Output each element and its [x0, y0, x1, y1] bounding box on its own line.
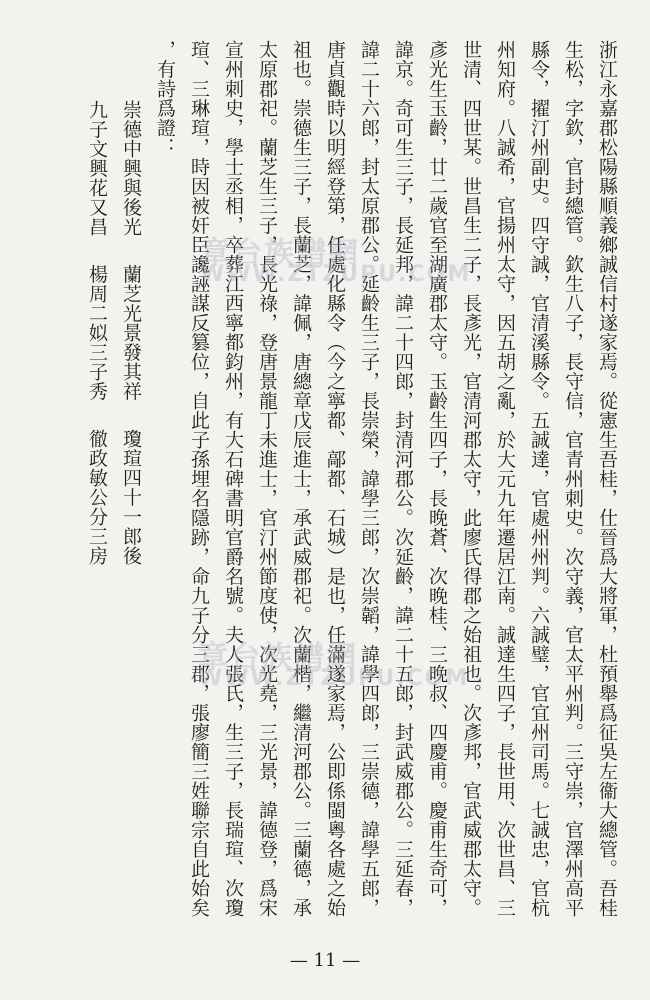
watermark-text: 章台族譜網: [198, 640, 358, 675]
text-column: 祖也。崇德生三子，長蘭芝，諱佩，唐總章戊辰進士，承武威郡祀。次蘭楷，繼清河郡公。三蘭德，承: [290, 40, 312, 918]
text-column: 諱京。奇可生三子，長延邦，諱二十四郎，封清河郡公。次延齡，諱二十五郎，封武威郡公。三延春，: [392, 40, 414, 918]
poem-verse: 蘭芝光景發其祥: [120, 264, 142, 401]
text-column: 縣令，擢汀州副史。四守誠，官清溪縣令。五誠達，官處州州判。六誠璧，官宜州司馬。七誠忠，官杭: [528, 40, 550, 918]
text-column: 宣州刺史，學士丞相，卒葬江西寧都鈞州，有大石碑書明官爵名號。夫人張氏，生三子，長瑞瑄、次瓊: [222, 40, 244, 918]
poem-verse: 徹政敏公分三房: [86, 429, 108, 566]
text-column: 浙江永嘉郡松陽縣順義鄉誠信村遂家焉。從憲生吾桂，仕晉爲大將軍，杜預舉爲征吳左衞大總管。吾桂: [596, 40, 618, 918]
poem-line-2: [80, 40, 114, 940]
text-column: 生松，字欽，官封總管。欽生八子，長守信，官青州刺史。次守義，官太平州判。三守崇，官澤州高平: [562, 40, 584, 918]
poem-line-1: [114, 40, 148, 940]
watermark-url: WWW.ZTZUPU.COM: [200, 262, 472, 287]
text-column: 唐貞觀時以明經登第，任處化縣令（今之寧都、鄗都、石城）是也，任滿遂家焉，公即係閩粵各處之始: [324, 40, 346, 918]
text-column: 州知府。八誠希，官揚州太守，因五胡之亂，於大元九年遷居江南。誠達生四子，長世用、次世昌、三: [494, 40, 516, 918]
text-column: 瑄、三琳瑄，時因被奸臣讒誣謀反篡位，自此子孫埋名隱跡，命九子分三郡，張廖簡三姓聯宗自此始矣: [188, 40, 210, 918]
text-column: 世清、四世某。世昌生二子，長彥光，官清河郡太守，此廖氏得郡之始祖也。次彥邦，官武威郡太守。: [460, 40, 482, 918]
text-column: ，有詩爲證：: [154, 40, 176, 157]
watermark-text: 章台族譜網: [200, 236, 360, 271]
poem-verse: 九子文興花又昌: [86, 100, 108, 237]
text-column: 諱二十六郎，封太原郡公。延齡生三子，長崇榮，諱學三郎，次崇韜，諱學四郎，三崇德，諱學五郎，: [358, 40, 380, 918]
genealogy-text: [80, 40, 624, 940]
text-column: 彥光生玉齡，廿二歲官至湖廣郡太守。玉齡生四子，長晚蒼、次晚桂、三晚叔、四慶甫。慶甫生奇可，: [426, 40, 448, 918]
page-number: — 11 —: [289, 950, 361, 971]
poem-verse: 瓊瑄四十一郎後: [120, 429, 142, 566]
poem-verse: 崇德中興與後光: [120, 100, 142, 237]
text-column: 太原郡祀。蘭芝生三子，長光祿，登唐景龍丁未進士，官汀州節度使，次光堯，三光景，諱德登，爲宋: [256, 40, 278, 918]
poem-verse: 楊周二姒三子秀: [86, 264, 108, 401]
watermark-url: WWW.ZTZUPU.COM: [198, 666, 470, 691]
